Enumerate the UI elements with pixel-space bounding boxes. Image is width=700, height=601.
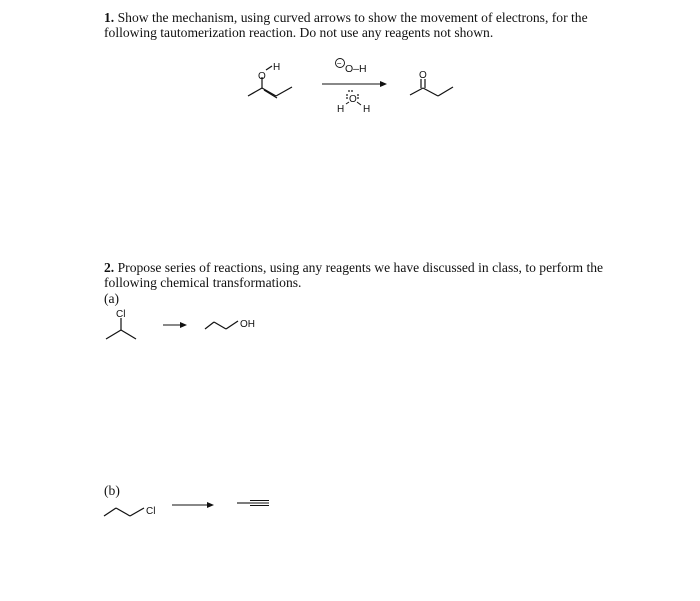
ketone-oxygen: O [419,70,427,81]
water-hydrogen-left: H [337,104,345,115]
question-2-number: 2. [104,260,115,275]
enol-oxygen: O [258,71,266,82]
part-b-label: (b) [104,483,120,498]
hydroxide-label: O–H [345,63,367,75]
ketone-product [410,79,453,96]
part-b-chlorine: Cl [146,506,156,517]
part-a-starting-material [106,318,136,339]
water-oxygen: O [349,94,357,105]
enol-reactant [248,66,292,98]
question-2-body: Propose series of reactions, using any reagents we have discussed in class, to perform the following chemical transformations. [104,260,604,290]
part-a-label: (a) [104,291,120,306]
enol-hydrogen: H [273,62,281,73]
question-1-number: 1. [104,10,115,25]
part-a-chlorine: Cl [116,309,126,320]
part-b-starting-material [104,508,144,516]
part-a-product [205,321,238,329]
part-b-product-alkyne [237,501,269,506]
question-1-body: Show the mechanism, using curved arrows to show the movement of electrons, for the following tautomerization reaction. Do not use any reagents not shown. [104,10,588,40]
water-hydrogen-right: H [363,104,371,115]
negative-charge-sign: − [336,59,342,68]
part-a-hydroxyl: OH [240,319,255,330]
